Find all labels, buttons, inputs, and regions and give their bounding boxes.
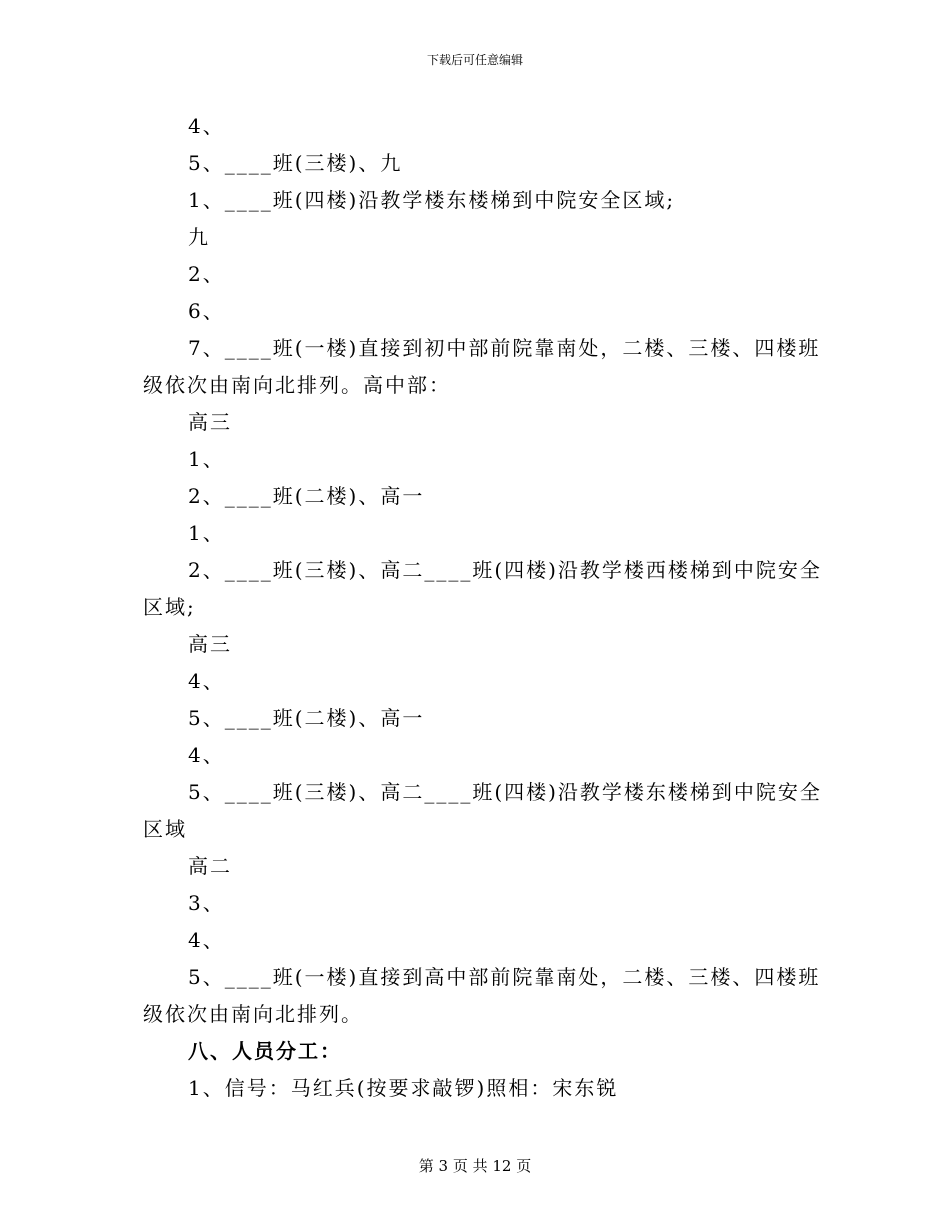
- text-line: 级依次由南向北排列。高中部：: [143, 373, 451, 397]
- text-line: 5、____班(二楼)、高一: [188, 706, 425, 730]
- text-line: 级依次由南向北排列。: [143, 1002, 363, 1026]
- text-line: 5、____班(三楼)、高二____班(四楼)沿教学楼东楼梯到中院安全: [188, 780, 822, 804]
- page-footer: 第 3 页 共 12 页: [418, 1157, 532, 1175]
- text-line: 5、____班(三楼)、九: [188, 151, 403, 175]
- text-line: 高三: [188, 632, 232, 656]
- section-heading: 八、人员分工：: [188, 1039, 342, 1063]
- text-line: 6、: [188, 299, 225, 323]
- text-line: 1、: [188, 521, 225, 545]
- text-line: 区域;: [143, 595, 196, 619]
- text-line: 2、____班(二楼)、高一: [188, 484, 425, 508]
- text-line: 5、____班(一楼)直接到高中部前院靠南处，二楼、三楼、四楼班: [188, 965, 821, 989]
- text-line: 1、____班(四楼)沿教学楼东楼梯到中院安全区域;: [188, 188, 676, 212]
- text-line: 3、: [188, 891, 225, 915]
- text-line: 九: [188, 225, 210, 249]
- text-line: 4、: [188, 928, 225, 952]
- text-line: 高三: [188, 410, 232, 434]
- text-line: 7、____班(一楼)直接到初中部前院靠南处，二楼、三楼、四楼班: [188, 336, 821, 360]
- page-header: 下载后可任意编辑: [426, 53, 523, 67]
- text-line: 4、: [188, 669, 225, 693]
- text-line: 4、: [188, 743, 225, 767]
- text-line: 1、: [188, 447, 225, 471]
- text-line: 区域: [143, 817, 187, 841]
- text-line: 4、: [188, 114, 225, 138]
- text-line: 1、信号：马红兵(按要求敲锣)照相：宋东锐: [188, 1076, 619, 1100]
- text-line: 高二: [188, 854, 232, 878]
- text-line: 2、: [188, 262, 225, 286]
- text-line: 2、____班(三楼)、高二____班(四楼)沿教学楼西楼梯到中院安全: [188, 558, 822, 582]
- document-body: [143, 108, 822, 1107]
